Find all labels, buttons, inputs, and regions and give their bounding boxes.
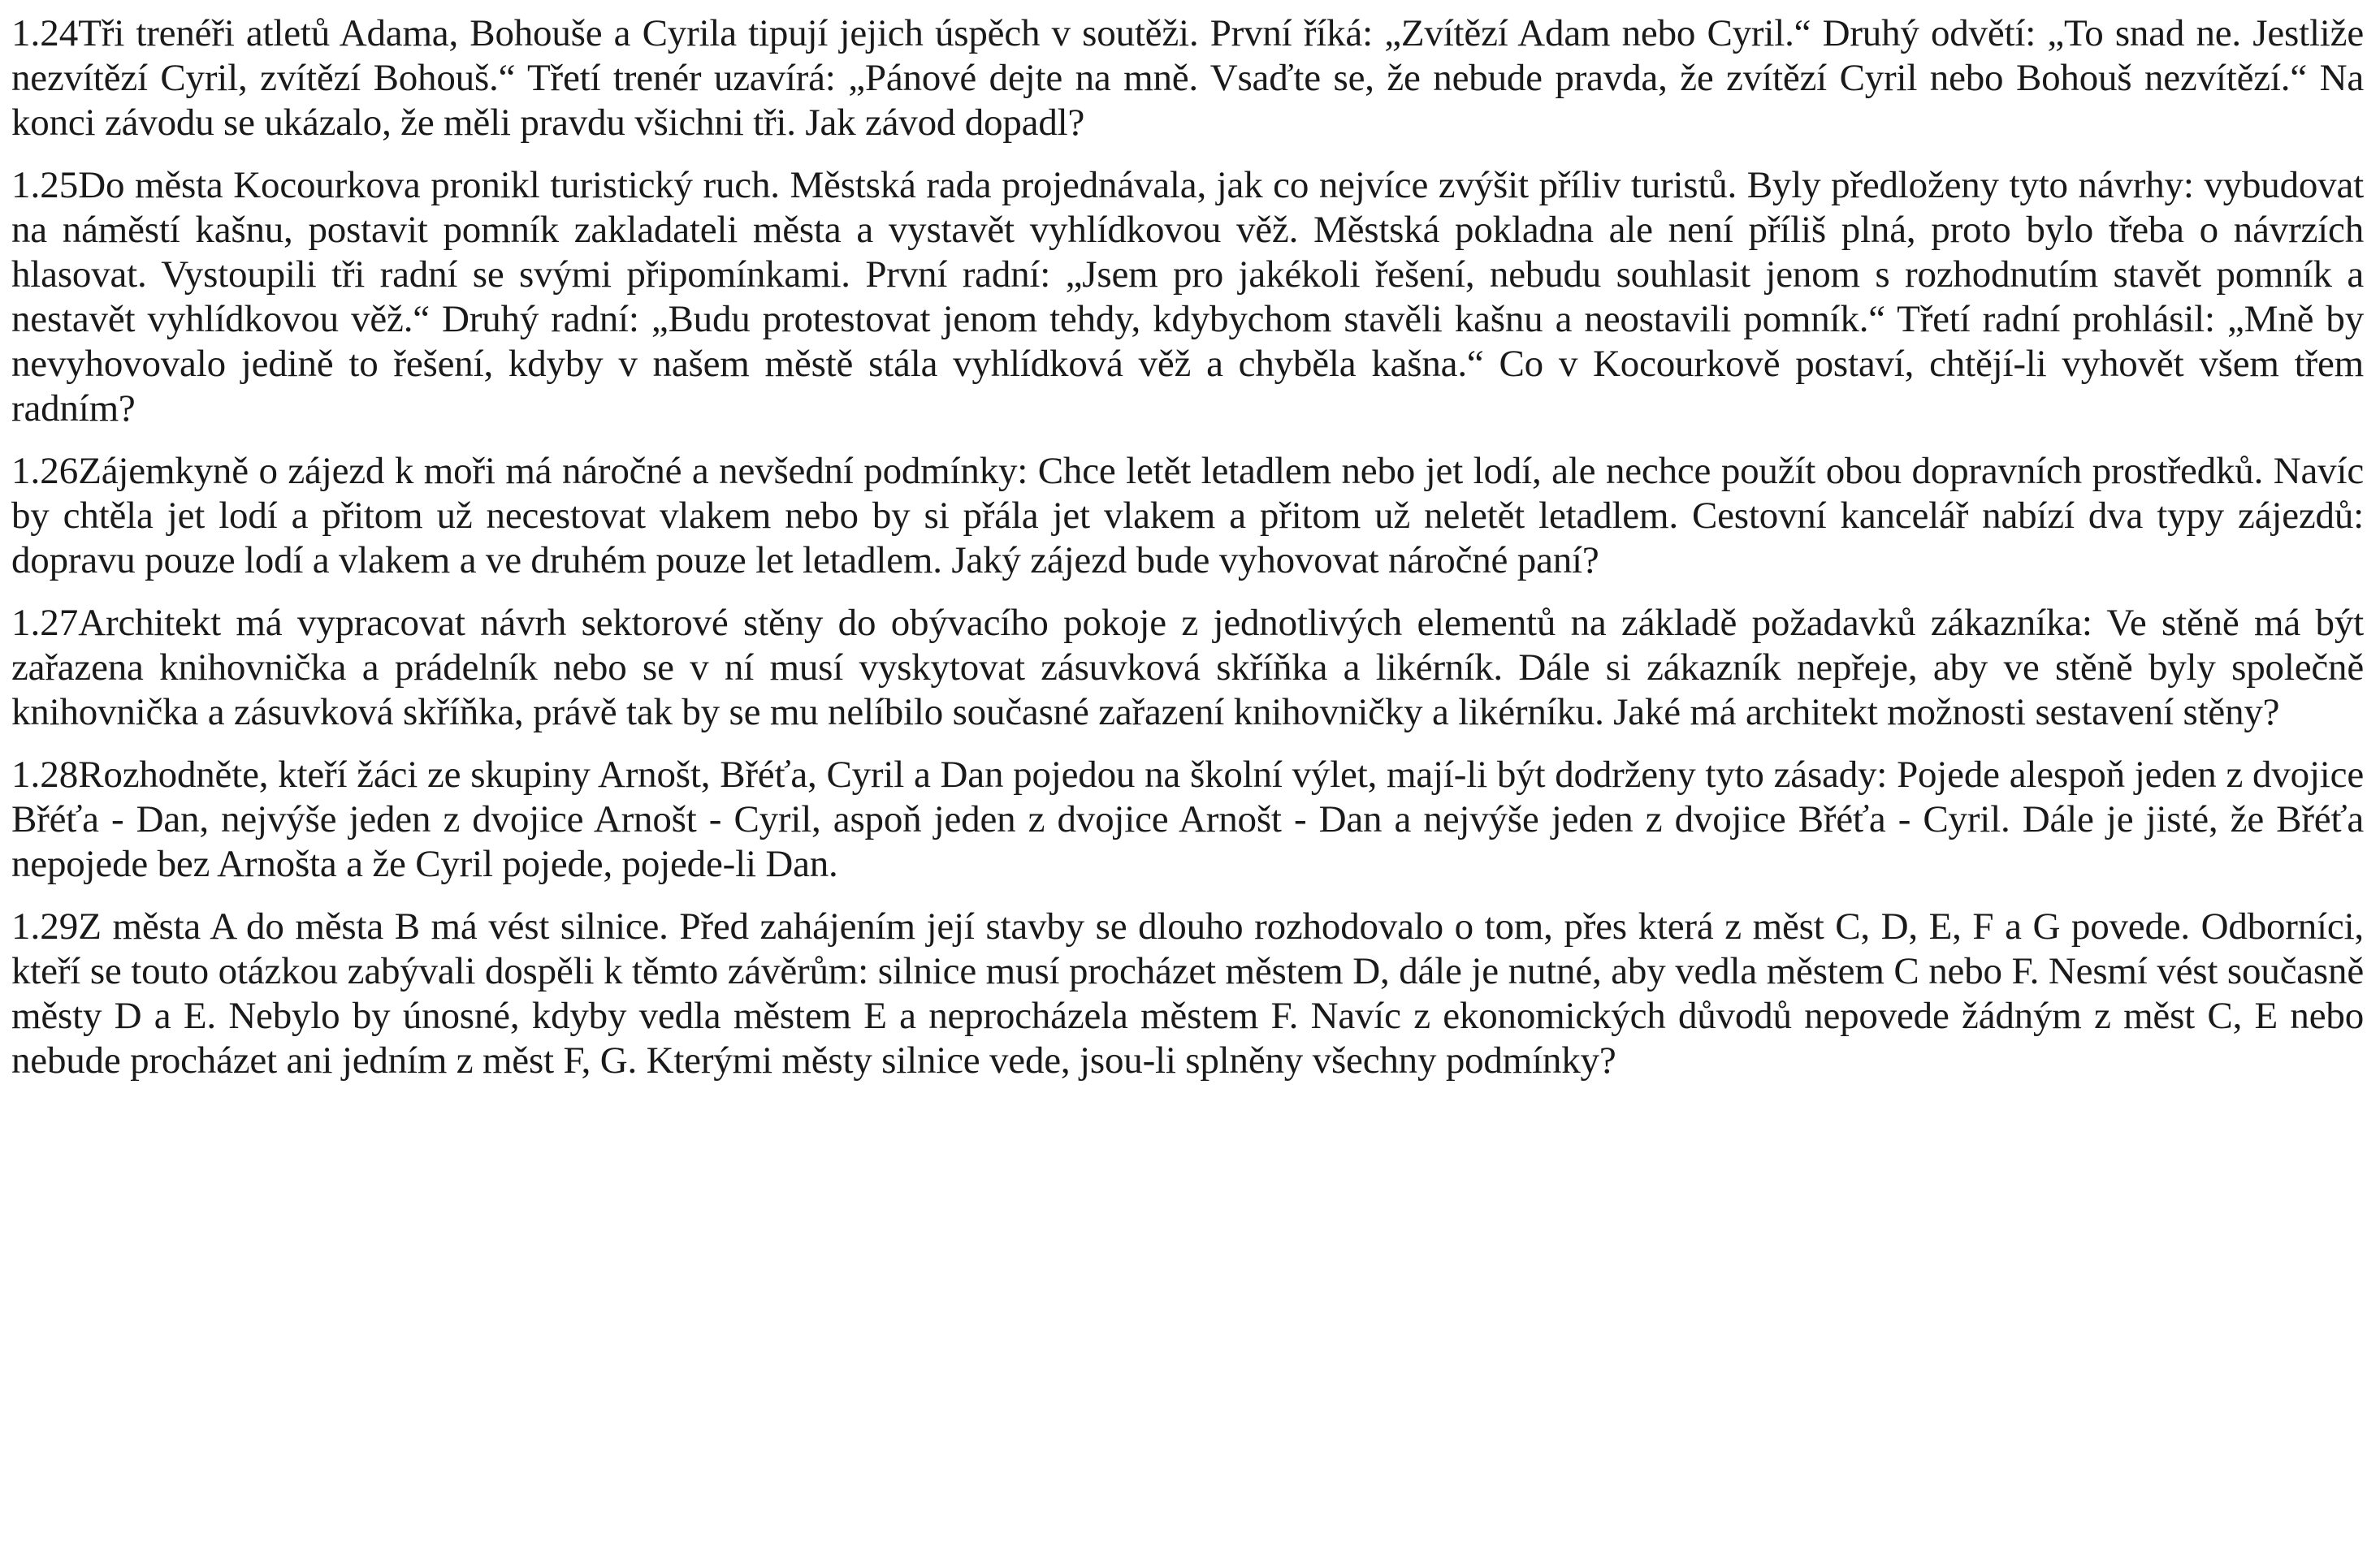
problem-number: 1.29 xyxy=(11,905,79,948)
problem-text: Zájemkyně o zájezd k moři má náročné a nevšední podmínky: Chce letět letadlem nebo jet lodí, ale nechce použít obou dopravních prostředků. Navíc by chtěla jet lodí a přitom už necestovat vlakem nebo by si přála jet vlakem a přitom už neletět letadlem. Cestovní kancelář nabízí dva typy zájezdů: dopravu pouze lodí a vlakem a ve druhém pouze let letadlem. Jaký zájezd bude vyhovovat náročné paní? xyxy=(11,450,2364,581)
problem-number: 1.25 xyxy=(11,164,79,206)
problem-1-27 xyxy=(11,601,2364,735)
problem-1-26 xyxy=(11,449,2364,583)
problem-text: Do města Kocourkova pronikl turistický ruch. Městská rada projednávala, jak co nejvíce zvýšit příliv turistů. Byly předloženy tyto návrhy: vybudovat na náměstí kašnu, postavit pomník zakladateli města a vystavět vyhlídkovou věž. Městská pokladna ale není příliš plná, proto bylo třeba o návrzích hlasovat. Vystoupili tři radní se svými připomínkami. První radní: „Jsem pro jakékoli řešení, nebudu souhlasit jenom s rozhodnutím stavět pomník a nestavět vyhlídkovou věž.“ Druhý radní: „Budu protestovat jenom tehdy, kdybychom stavěli kašnu a neostavili pomník.“ Třetí radní prohlásil: „Mně by nevyhovovalo jedině to řešení, kdyby v našem městě stála vyhlídková věž a chyběla kašna.“ Co v Kocourkově postaví, chtějí-li vyhovět všem třem radním? xyxy=(11,164,2364,430)
document-page xyxy=(11,11,2364,1101)
problem-number: 1.27 xyxy=(11,602,79,644)
problem-text: Z města A do města B má vést silnice. Před zahájením její stavby se dlouho rozhodovalo o tom, přes která z měst C, D, E, F a G povede. Odborníci, kteří se touto otázkou zabývali dospěli k těmto závěrům: silnice musí procházet městem D, dále je nutné, aby vedla městem C nebo F. Nesmí vést současně městy D a E. Nebylo by únosné, kdyby vedla městem E a neprocházela městem F. Navíc z ekonomických důvodů nepovede žádným z měst C, E nebo nebude procházet ani jedním z měst F, G. Kterými městy silnice vede, jsou-li splněny všechny podmínky? xyxy=(11,905,2364,1082)
problem-number: 1.28 xyxy=(11,754,79,796)
problem-1-25 xyxy=(11,163,2364,431)
problem-number: 1.26 xyxy=(11,450,79,492)
problem-1-28 xyxy=(11,753,2364,887)
problem-number: 1.24 xyxy=(11,12,79,54)
problem-text: Architekt má vypracovat návrh sektorové stěny do obývacího pokoje z jednotlivých elementů na základě požadavků zákazníka: Ve stěně má být zařazena knihovnička a prádelník nebo se v ní musí vyskytovat zásuvková skříňka a likérník. Dále si zákazník nepřeje, aby ve stěně byly společně knihovnička a zásuvková skříňka, právě tak by se mu nelíbilo současné zařazení knihovničky a likérníku. Jaké má architekt možnosti sestavení stěny? xyxy=(11,602,2364,733)
problem-1-24 xyxy=(11,11,2364,145)
problem-1-29 xyxy=(11,905,2364,1083)
problem-text: Rozhodněte, kteří žáci ze skupiny Arnošt, Břéťa, Cyril a Dan pojedou na školní výlet, mají-li být dodrženy tyto zásady: Pojede alespoň jeden z dvojice Břéťa - Dan, nejvýše jeden z dvojice Arnošt - Cyril, aspoň jeden z dvojice Arnošt - Dan a nejvýše jeden z dvojice Břéťa - Cyril. Dále je jisté, že Břéťa nepojede bez Arnošta a že Cyril pojede, pojede-li Dan. xyxy=(11,754,2364,885)
problem-text: Tři trenéři atletů Adama, Bohouše a Cyrila tipují jejich úspěch v soutěži. První říká: „Zvítězí Adam nebo Cyril.“ Druhý odvětí: „To snad ne. Jestliže nezvítězí Cyril, zvítězí Bohouš.“ Třetí trenér uzavírá: „Pánové dejte na mně. Vsaďte se, že nebude pravda, že zvítězí Cyril nebo Bohouš nezvítězí.“ Na konci závodu se ukázalo, že měli pravdu všichni tři. Jak závod dopadl? xyxy=(11,12,2364,144)
